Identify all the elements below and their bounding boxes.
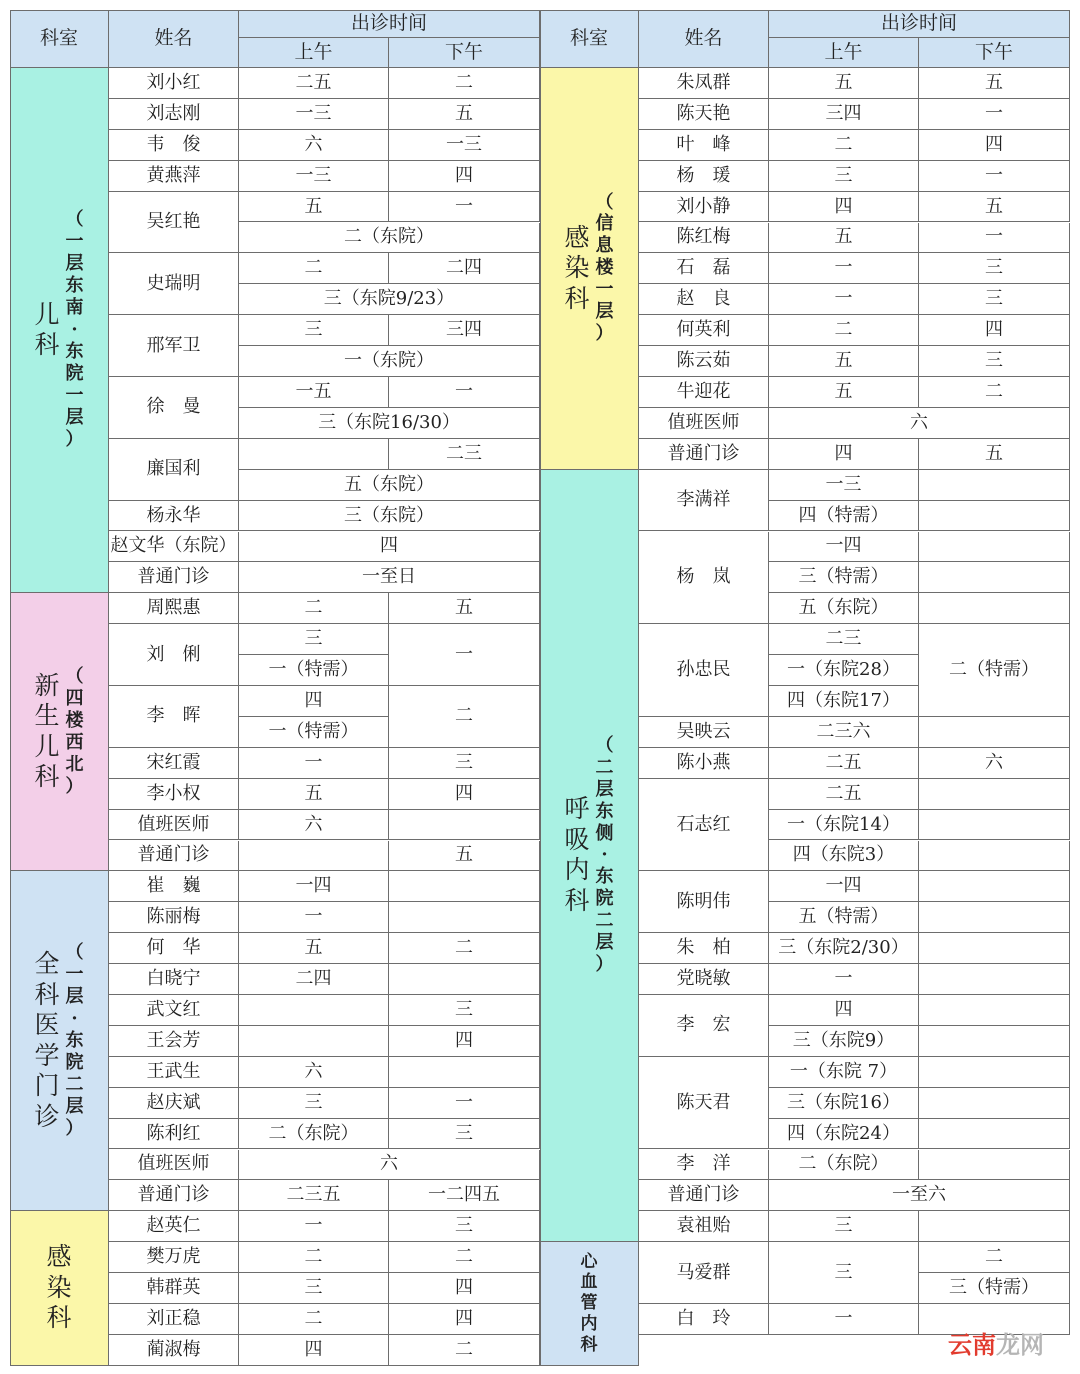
- schedule-pm: 二: [389, 68, 540, 99]
- doctor-name: 石 磊: [639, 253, 769, 284]
- department-name: 心 血 管 内 科: [580, 1251, 598, 1355]
- schedule-am: 五: [769, 377, 919, 408]
- doctor-name: 何 华: [109, 933, 239, 964]
- department-location: （ 一 层 · 东 院 二 层 ）: [65, 942, 84, 1139]
- department-name: 感 染 科: [564, 222, 590, 313]
- schedule-am: 三: [239, 1088, 389, 1119]
- schedule-am: 二三五: [239, 1180, 389, 1211]
- schedule-am: 二（东院）: [239, 1119, 389, 1150]
- schedule-am: 三（特需）: [769, 562, 919, 593]
- schedule-am: 二五: [769, 748, 919, 779]
- schedule-am: 四（东院3）: [769, 841, 919, 872]
- doctor-name: 刘小静: [639, 192, 769, 223]
- schedule-am: 一（东院28）: [769, 655, 919, 686]
- schedule-am: 三: [239, 1273, 389, 1304]
- doctor-name: 吴红艳: [109, 192, 239, 254]
- department-name: 感 染 科: [46, 1242, 72, 1333]
- schedule-full-day: 一至六: [769, 1180, 1070, 1211]
- doctor-name: 何英利: [639, 315, 769, 346]
- header-time: 出诊时间: [769, 10, 1070, 38]
- schedule-am: 二: [239, 253, 389, 284]
- schedule-am: 三: [239, 315, 389, 346]
- schedule-am: 一三: [769, 470, 919, 501]
- schedule-pm: 四: [919, 130, 1070, 161]
- schedule-am: 三: [769, 1211, 919, 1242]
- schedule-am: 一三: [239, 99, 389, 130]
- schedule-pm: 五: [389, 99, 540, 130]
- department-name: 呼 吸 内 科: [564, 794, 590, 915]
- schedule-am: 一四: [769, 871, 919, 902]
- schedule-am: 五: [769, 223, 919, 254]
- schedule-am: 一（东院 7）: [769, 1057, 919, 1088]
- schedule-am: 一（特需）: [239, 655, 389, 686]
- schedule-pm: 二三: [389, 439, 540, 470]
- schedule-am: 一: [239, 1211, 389, 1242]
- schedule-pm: 二: [389, 686, 540, 748]
- header-am: 上午: [239, 38, 389, 68]
- header-pm: 下午: [919, 38, 1070, 68]
- schedule-am: 六: [239, 810, 389, 841]
- schedule-pm: 四: [389, 779, 540, 810]
- schedule-am: 四: [239, 686, 389, 717]
- doctor-name: 蔺淑梅: [109, 1335, 239, 1366]
- doctor-name: 韦 俊: [109, 130, 239, 161]
- schedule-pm: 二: [389, 933, 540, 964]
- schedule-am: 四: [769, 439, 919, 470]
- schedule-am: 五: [769, 346, 919, 377]
- schedule-pm: 二: [389, 1242, 540, 1273]
- schedule-pm: 三: [389, 1119, 540, 1150]
- department-location: （ 信 息 楼 一 层 ）: [595, 191, 614, 345]
- department-location: （ 四 楼 西 北 ）: [65, 665, 84, 797]
- doctor-name: 赵英仁: [109, 1211, 239, 1242]
- schedule-am: 二三六: [769, 717, 919, 748]
- schedule-pm: 一: [389, 192, 540, 223]
- doctor-name: 孙忠民: [639, 624, 769, 717]
- schedule-pm: 四: [389, 1026, 540, 1057]
- doctor-name: 普通门诊: [109, 841, 239, 872]
- doctor-name: 值班医师: [109, 810, 239, 841]
- department-location: （ 二 层 东 侧 · 东 院 二 层 ）: [595, 734, 614, 976]
- header-time: 出诊时间: [239, 10, 540, 38]
- schedule-am: 二四: [239, 964, 389, 995]
- table-right-frame: [540, 10, 1070, 1366]
- schedule-am: 二: [239, 1304, 389, 1335]
- doctor-name: 李小权: [109, 779, 239, 810]
- schedule-am: 一五: [239, 377, 389, 408]
- schedule-am: 一三: [239, 161, 389, 192]
- schedule-pm: 一: [919, 161, 1070, 192]
- schedule-am: 一: [769, 1304, 919, 1335]
- schedule-am: 二五: [769, 779, 919, 810]
- schedule-pm: 二: [919, 1242, 1070, 1273]
- doctor-name: 徐 曼: [109, 377, 239, 439]
- doctor-name: 赵庆斌: [109, 1088, 239, 1119]
- doctor-name: 白 玲: [639, 1304, 769, 1335]
- schedule-full-day: 三（东院16/30）: [239, 408, 540, 439]
- doctor-name: 崔 巍: [109, 871, 239, 902]
- doctor-name: 李 宏: [639, 995, 769, 1057]
- doctor-name: 刘志刚: [109, 99, 239, 130]
- schedule-pm: 五: [919, 439, 1070, 470]
- doctor-name: 陈天君: [639, 1057, 769, 1150]
- department-name: 新 生 儿 科: [34, 670, 60, 792]
- schedule-full-day: 一（东院）: [239, 346, 540, 377]
- schedule-am: 三（东院9）: [769, 1026, 919, 1057]
- schedule-pm: 四: [389, 1304, 540, 1335]
- schedule-full-day: 三（东院9/23）: [239, 284, 540, 315]
- doctor-name: 马爱群: [639, 1242, 769, 1304]
- doctor-name: 宋红霞: [109, 748, 239, 779]
- schedule-full-day: 六: [239, 1150, 540, 1181]
- schedule-am: 二: [769, 130, 919, 161]
- schedule-pm: 三: [389, 748, 540, 779]
- schedule-am: 六: [239, 130, 389, 161]
- doctor-name: 刘小红: [109, 68, 239, 99]
- doctor-name: 陈明伟: [639, 871, 769, 933]
- doctor-name: 陈天艳: [639, 99, 769, 130]
- schedule-pm: 三: [389, 995, 540, 1026]
- schedule-am: 三（东院16）: [769, 1088, 919, 1119]
- doctor-name: 赵文华（东院）: [109, 532, 239, 563]
- schedule-pm: 四: [389, 1273, 540, 1304]
- department-name: 全 科 医 学 门 诊: [34, 949, 60, 1131]
- schedule-am: 三（东院2/30）: [769, 933, 919, 964]
- schedule-am: 一: [239, 902, 389, 933]
- doctor-name: 党晓敏: [639, 964, 769, 995]
- header-name: 姓名: [639, 10, 769, 68]
- schedule-pm: 二四: [389, 253, 540, 284]
- schedule-am: 三: [239, 624, 389, 655]
- department-name: 儿 科: [34, 299, 60, 360]
- site-watermark: 云南龙网: [948, 1331, 1044, 1359]
- doctor-name: 朱 柏: [639, 933, 769, 964]
- doctor-name: 杨 岚: [639, 532, 769, 625]
- schedule-pm: 一: [389, 1088, 540, 1119]
- doctor-name: 值班医师: [639, 408, 769, 439]
- doctor-name: 韩群英: [109, 1273, 239, 1304]
- doctor-name: 李满祥: [639, 470, 769, 532]
- doctor-name: 牛迎花: [639, 377, 769, 408]
- schedule-pm: 五: [919, 192, 1070, 223]
- schedule-full-day: 五（东院）: [239, 470, 540, 501]
- schedule-pm: 三: [919, 253, 1070, 284]
- doctor-name: 普通门诊: [109, 1180, 239, 1211]
- doctor-name: 普通门诊: [639, 1180, 769, 1211]
- schedule-am: 四: [769, 995, 919, 1026]
- schedule-am: 一: [769, 964, 919, 995]
- doctor-name: 石志红: [639, 779, 769, 872]
- schedule-pm: 四: [919, 315, 1070, 346]
- doctor-name: 李 晖: [109, 686, 239, 748]
- doctor-name: 白晓宁: [109, 964, 239, 995]
- schedule-am: 五（特需）: [769, 902, 919, 933]
- schedule-pm: 二（特需）: [919, 624, 1070, 717]
- doctor-name: 史瑞明: [109, 253, 239, 315]
- schedule-pm: 三: [389, 1211, 540, 1242]
- doctor-name: 吴映云: [639, 717, 769, 748]
- doctor-name: 王武生: [109, 1057, 239, 1088]
- header-name: 姓名: [109, 10, 239, 68]
- schedule-full-day: 四: [239, 532, 540, 563]
- doctor-name: 邢军卫: [109, 315, 239, 377]
- schedule-full-day: 三（东院）: [239, 501, 540, 532]
- schedule-am: 一（东院14）: [769, 810, 919, 841]
- schedule-am: 一四: [769, 532, 919, 563]
- schedule-am: 二: [769, 315, 919, 346]
- schedule-am: 四: [769, 192, 919, 223]
- schedule-am: 二: [239, 593, 389, 624]
- schedule-pm: 一: [389, 624, 540, 686]
- doctor-name: 陈丽梅: [109, 902, 239, 933]
- doctor-name: 陈小燕: [639, 748, 769, 779]
- schedule-am: 一: [769, 253, 919, 284]
- schedule-pm: 一: [389, 377, 540, 408]
- doctor-name: 武文红: [109, 995, 239, 1026]
- schedule-am: 五（东院）: [769, 593, 919, 624]
- schedule-am: 五: [769, 68, 919, 99]
- schedule-pm: 一: [919, 223, 1070, 254]
- schedule-pm: 一: [919, 99, 1070, 130]
- doctor-name: 袁祖贻: [639, 1211, 769, 1242]
- header-am: 上午: [769, 38, 919, 68]
- schedule-pm: 一二四五: [389, 1180, 540, 1211]
- doctor-name: 樊万虎: [109, 1242, 239, 1273]
- doctor-name: 叶 峰: [639, 130, 769, 161]
- schedule-am: 五: [239, 192, 389, 223]
- schedule-am: 一: [769, 284, 919, 315]
- schedule-am: 一: [239, 748, 389, 779]
- schedule-am: 四（特需）: [769, 501, 919, 532]
- schedule-am: 四（东院24）: [769, 1119, 919, 1150]
- schedule-pm: 五: [389, 593, 540, 624]
- department-location: （ 一 层 东 南 · 东 院 一 层 ）: [65, 209, 84, 450]
- doctor-name: 值班医师: [109, 1150, 239, 1181]
- schedule-am: 一四: [239, 871, 389, 902]
- doctor-name: 李 洋: [639, 1150, 769, 1181]
- schedule-pm: 一三: [389, 130, 540, 161]
- doctor-name: 朱凤群: [639, 68, 769, 99]
- doctor-name: 刘 俐: [109, 624, 239, 686]
- schedule-am: 二五: [239, 68, 389, 99]
- schedule-pm: 三: [919, 284, 1070, 315]
- schedule-pm: 四: [389, 161, 540, 192]
- schedule-pm: 六: [919, 748, 1070, 779]
- doctor-name: 普通门诊: [639, 439, 769, 470]
- schedule-am: 二三: [769, 624, 919, 655]
- schedule-pm: 五: [919, 68, 1070, 99]
- doctor-name: 周熙惠: [109, 593, 239, 624]
- schedule-am: 四（东院17）: [769, 686, 919, 717]
- doctor-name: 陈红梅: [639, 223, 769, 254]
- doctor-name: 陈云茹: [639, 346, 769, 377]
- schedule-full-day: 六: [769, 408, 1070, 439]
- schedule-am: 一（特需）: [239, 717, 389, 748]
- doctor-name: 杨永华: [109, 501, 239, 532]
- schedule-am: 六: [239, 1057, 389, 1088]
- schedule-am: 四: [239, 1335, 389, 1366]
- header-dept: 科室: [540, 10, 639, 68]
- schedule-pm: 二: [389, 1335, 540, 1366]
- doctor-name: 陈利红: [109, 1119, 239, 1150]
- schedule-am: 二: [239, 1242, 389, 1273]
- schedule-pm: 三（特需）: [919, 1273, 1070, 1304]
- schedule-pm: 二: [919, 377, 1070, 408]
- schedule-am: 三: [769, 1242, 919, 1304]
- schedule-full-day: 一至日: [239, 562, 540, 593]
- doctor-name: 廉国利: [109, 439, 239, 501]
- header-pm: 下午: [389, 38, 540, 68]
- schedule-pm: 五: [389, 841, 540, 872]
- schedule-full-day: 二（东院）: [239, 223, 540, 254]
- doctor-name: 黄燕萍: [109, 161, 239, 192]
- table-left-frame: [10, 10, 540, 1366]
- schedule-am: 三四: [769, 99, 919, 130]
- schedule-am: 五: [239, 779, 389, 810]
- schedule-am: 二（东院）: [769, 1150, 919, 1181]
- schedule-pm: 三四: [389, 315, 540, 346]
- doctor-name: 赵 良: [639, 284, 769, 315]
- schedule-am: 五: [239, 933, 389, 964]
- doctor-name: 王会芳: [109, 1026, 239, 1057]
- doctor-name: 刘正稳: [109, 1304, 239, 1335]
- doctor-name: 杨 瑗: [639, 161, 769, 192]
- doctor-name: 普通门诊: [109, 562, 239, 593]
- schedule-pm: 三: [919, 346, 1070, 377]
- schedule-am: 三: [769, 161, 919, 192]
- header-dept: 科室: [10, 10, 109, 68]
